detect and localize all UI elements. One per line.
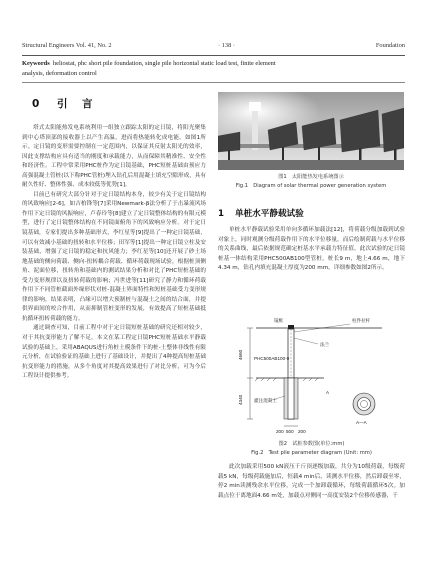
dimension-a: 200 xyxy=(276,429,284,434)
solar-plant-photo xyxy=(218,92,404,170)
right-paragraph-method xyxy=(218,226,405,314)
dimension-above: 4660 xyxy=(238,349,243,360)
running-header xyxy=(22,42,405,54)
method-paragraph: 单桩水平静载试验采用单向多循环加载法[12]，将荷载分级加载到试验对象上，同时观测分级荷载作用下的水平位移量，而后绘制荷载与水平位移的关系曲线，最后依据规范确定桩基水平承载力特征值。此次试验的定日镜桩基一体结构采用PHC500AB100型管桩，桩长9 m，地上4.66 m，地下4.34 m，钻孔内填充混凝土厚度为200 mm，详细参数如图2所示。 xyxy=(218,227,405,272)
keywords-line1: heliostat, phc short pile foundation, single pile horizontal static load test, finite element xyxy=(52,60,276,67)
section-number: 1 xyxy=(218,209,224,219)
test-pile-diagram xyxy=(232,316,396,438)
section-heading-test xyxy=(218,207,304,219)
keywords-rule xyxy=(22,82,405,83)
figure1-caption-cn: 图1 太阳能热发电系统图示 xyxy=(278,174,344,180)
keywords-label: Keywords xyxy=(22,60,50,67)
figure2-caption-en: Fig.2 Test pile parameter diagram (Unit: mm) xyxy=(251,450,372,456)
figure1-caption-en: Fig.1 Diagram of solar thermal power generation system xyxy=(235,183,387,189)
label-concrete: 灌注混凝土 xyxy=(254,398,277,403)
flange-block xyxy=(288,325,294,329)
right-paragraph-loading xyxy=(218,463,405,566)
label-flange: 法兰 xyxy=(320,342,330,347)
keywords-line2: analysis, deformation control xyxy=(22,70,97,77)
figure2-caption-cn: 图2 试桩参数图(单位:mm) xyxy=(278,441,345,447)
section-number: 0 xyxy=(32,98,42,110)
label-column: 柱件拉杆 xyxy=(352,318,371,323)
dimension-c: 200 xyxy=(298,429,306,434)
intro-paragraph: 通过调查可知，目前工程中对于定日镜短桩基础的研究还相对较少，对于其抗变形能力了解不足。本文在某工程定日镜PHC短桩基础水平静载试验的基础上，采用ABAQUS进行角桩土模条件下的桩-土整体非线性有限元分析，在试验验证的基础上进行了基础设计，并提出了4种提高短桩基础抗变形能力的措施，从多个角度对其提高效果进行了对比分析，可为今后工程设计提供参考。 xyxy=(22,325,206,380)
left-column xyxy=(22,124,206,566)
keywords-block xyxy=(22,59,405,79)
header-rule xyxy=(22,55,405,56)
label-mirror: 镜框 xyxy=(274,318,284,323)
loading-paragraph: 此次加载采用500 kN液压千斤顶逐级加载，共分为10级荷载，每级荷载5 kN，每级荷载施加后，恒载4 min后，读测水平位移，然后卸载至零，停2 min读测残余水平位移，完成一个加卸载循环，每级荷载循环5次。加载点位于离地面4.66 m处，加载点对侧同一高度安装2个位移传感器，千 xyxy=(218,464,405,499)
section-label: A—A xyxy=(356,420,367,425)
section-heading-intro xyxy=(32,96,94,111)
section-label: Foundation xyxy=(375,42,405,49)
dimension-below: 4340 xyxy=(238,394,243,405)
intro-paragraph: 目前已有研究大部分针对于定日镜结构本身，较少有关于定日镜结构的风致响应[2-6]，如吉柏锋等[7]采用Newmark-β法分析了于击暴流风场作用下定日镜的风振响应，卢春玲等[8]建立了定日镜整体结构的有限元模型，进行了定日镜整体结构在不同镜面俯角下的风致响应分析。对于定日镜基础，专家们提出多种基础形式，李红星等[9]提出了一种定日镜基础，可以有效减小基础的扭转和水平位移；田军等[1]提出一种定日镜立柱及安装基础，增强了定日镜的稳定和抗风能力；李红星等[10]还开展了砂土场地基础的侧向荷载、侧向-扭转耦合荷载、循环荷载现场试验，根据桩顶侧角、泥面位移，扭转角和基础内的测试结果分析和对比了PHC短桩基础的受力变形规律以及扭转荷载的影响；冯世进等[11]研究了静力和循环荷载作用下不同管桩截面外缘形状对桩-混凝土界面特性和短桩基础受力变形规律的影响，结果表明，凸缘可以增大预制桩与混凝土之间的结合面，并提供界面间的咬合作用，从而抑制管桩变形的发展，有效提高了短桩基础抵抗循环扭转荷载的能力。 xyxy=(22,191,206,322)
section-marker-a: A xyxy=(326,390,330,395)
section-title: 引 言 xyxy=(56,98,95,110)
journal-volume: Structural Engineers Vol. 41, No. 2 xyxy=(22,42,112,49)
dimension-b: 500 xyxy=(286,429,294,434)
intro-paragraph: 塔式太阳能热发电系统利用一组独立跟踪太阳的定日镜，将阳光聚集到中心塔顶部的接收器上以产生高温，进而将热能转化成电能，如图1所示。定日镜的变形需要控制在一定范围内，以保证其反射太阳光的效率，因此支撑结构应具有适当的刚度和承载能力，从而保障其精准性、安全性和经济性。工程中常采用PHC桩作为定日镜基础，PHC短桩基础由预应力高强混凝土管桩(以下称PHC管桩)埋入钻孔后用混凝土填充空隙形成，具有耐久性好、整体性强、成本较低等优势[1]。 xyxy=(22,125,206,189)
section-title: 单桩水平静载试验 xyxy=(234,209,304,219)
label-pile: PHC500AB100-9 xyxy=(254,356,290,361)
page-number: · 138 · xyxy=(218,42,236,49)
